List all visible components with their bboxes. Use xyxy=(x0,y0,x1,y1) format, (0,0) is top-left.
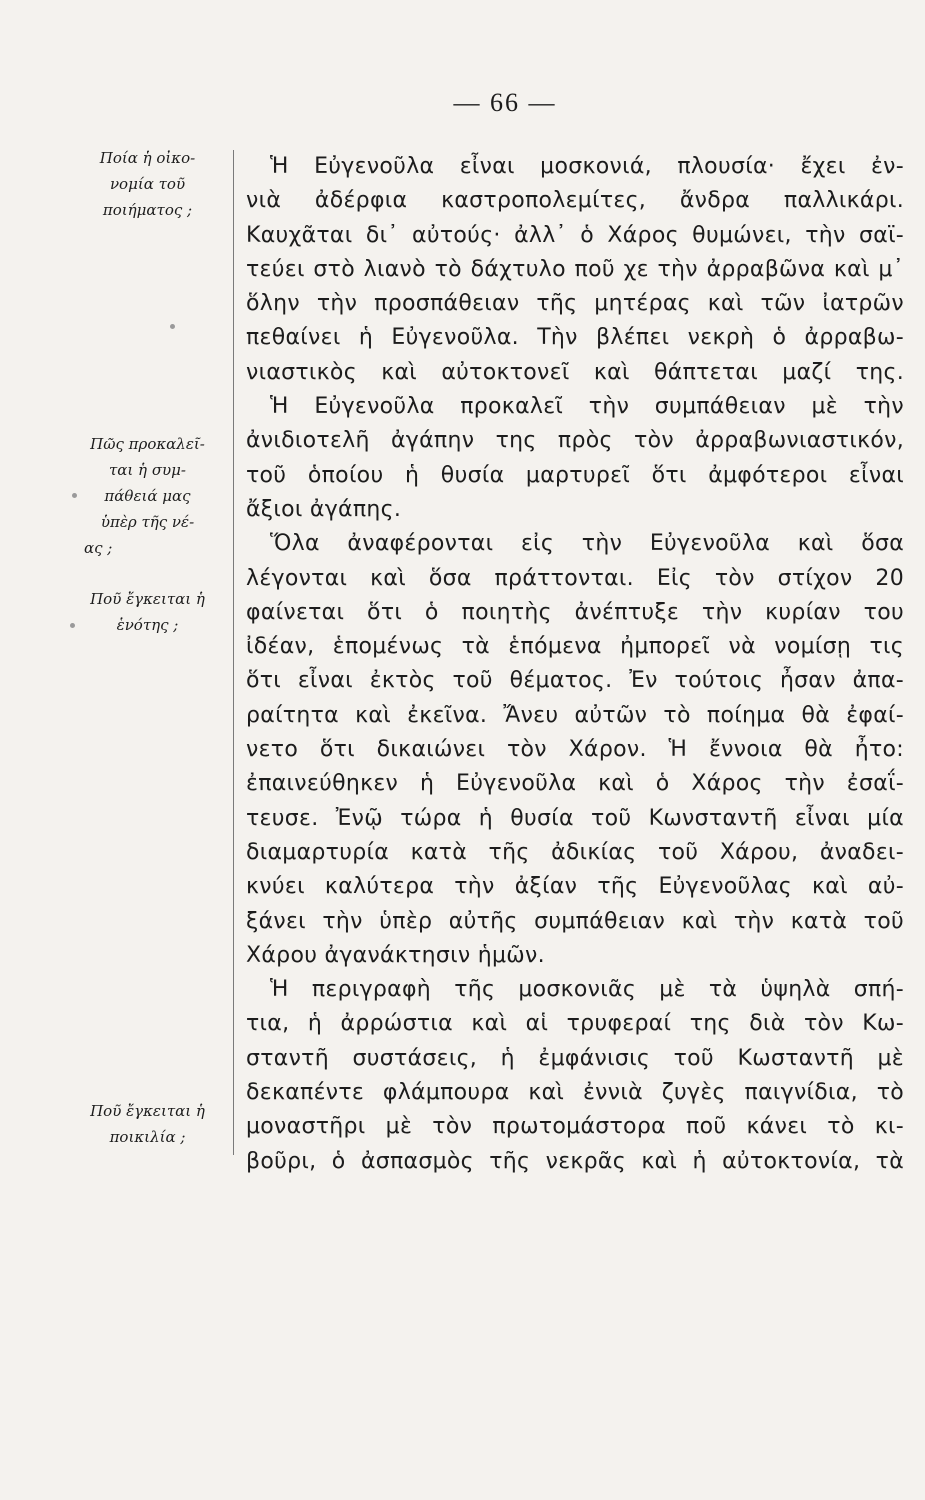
text-line: πεθαίνει ἡ Εὐγενοῦλα. Τὴν βλέπει νεκρὴ ὁ ἀρραβω- xyxy=(246,325,904,351)
margin-note-sympathy xyxy=(60,431,235,561)
paragraph-variety xyxy=(246,973,904,1179)
text-line: Καυχᾶται δι᾽ αὐτούς· ἀλλ᾽ ὁ Χάρος θυμώνει, τὴν σαϊ- xyxy=(246,222,904,248)
margin-note-line: Ποῦ ἔγκειται ἡ xyxy=(90,590,205,608)
margin-note-line: ται ἡ συμ- xyxy=(108,461,186,479)
paragraph-unity xyxy=(246,527,904,973)
margin-note-economy xyxy=(60,145,235,223)
text-line: Ἡ περιγραφὴ τῆς μοσκονιᾶς μὲ τὰ ὑψηλὰ σπή- xyxy=(270,977,904,1003)
margin-note-line: πάθειά μας xyxy=(104,487,191,505)
text-line: δεκαπέντε φλάμπουρα καὶ ἐννιὰ ζυγὲς παιγνίδια, τὸ xyxy=(246,1080,904,1106)
text-line: διαμαρτυρία κατὰ τῆς ἀδικίας τοῦ Χάρου, ἀναδει- xyxy=(246,839,904,865)
text-line: λέγονται καὶ ὅσα πράττονται. Εἰς τὸν στίχον 20 xyxy=(246,565,904,591)
text-line: ὅλην τὴν προσπάθειαν τῆς μητέρας καὶ τῶν ἰατρῶν xyxy=(246,291,904,317)
text-line: τια, ἡ ἀρρώστια καὶ αἱ τρυφεραί της διὰ τὸν Κω- xyxy=(246,1011,904,1037)
paragraph-summary xyxy=(246,150,904,390)
text-line: ὅτι εἶναι ἐκτὸς τοῦ θέματος. Ἐν τούτοις ἦσαν ἀπα- xyxy=(246,668,904,694)
main-text xyxy=(246,150,904,1179)
margin-note-line: ποιήματος ; xyxy=(102,201,193,219)
text-line: τευσε. Ἐνῷ τώρα ἡ θυσία τοῦ Κωνσταντῆ εἶναι μία xyxy=(246,805,904,831)
scan-speck xyxy=(170,324,175,329)
page-number: — 66 — xyxy=(453,88,557,117)
text-line: ἰδέαν, ἑπομένως τὰ ἑπόμενα ἠμπορεῖ νὰ νομίσῃ τις xyxy=(246,634,904,660)
text-line: νετο ὅτι δικαιώνει τὸν Χάρον. Ἡ ἔννοια θὰ ἦτο: xyxy=(246,737,904,763)
margin-note-line: ποικιλία ; xyxy=(109,1128,186,1146)
text-line: σταντῆ συστάσεις, ἡ ἐμφάνισις τοῦ Κωσταντῆ μὲ xyxy=(246,1045,904,1071)
text-line: Ὅλα ἀναφέρονται εἰς τὴν Εὐγενοῦλα καὶ ὅσα xyxy=(270,531,904,557)
text-line: ἀνιδιοτελῆ ἀγάπην της πρὸς τὸν ἀρραβωνιαστικόν, xyxy=(246,428,904,454)
margin-note-line: Ποία ἡ οἰκο- xyxy=(99,149,196,167)
paragraph-sympathy xyxy=(246,390,904,527)
margin-note-line: νομία τοῦ xyxy=(109,175,186,193)
text-line: Ἡ Εὐγενοῦλα προκαλεῖ τὴν συμπάθειαν μὲ τὴν xyxy=(270,394,904,420)
text-line: ἄξιοι ἀγάπης. xyxy=(246,496,402,522)
margin-note-line: ας ; xyxy=(84,539,113,557)
text-line: ξάνει τὴν ὑπὲρ αὐτῆς συμπάθειαν καὶ τὴν κατὰ τοῦ xyxy=(246,908,904,934)
text-line: κνύει καλύτερα τὴν ἀξίαν τῆς Εὐγενοῦλας καὶ αὐ- xyxy=(246,874,904,900)
margin-rule xyxy=(233,150,234,1155)
margin-note-unity xyxy=(60,586,235,638)
margin-note-line: Ποῦ ἔγκειται ἡ xyxy=(90,1102,205,1120)
margin-note-line: Πῶς προκαλεῖ- xyxy=(90,435,205,453)
text-line: Ἡ Εὐγενοῦλα εἶναι μοσκονιά, πλουσία· ἔχει ἐν- xyxy=(270,154,904,179)
text-line: Χάρου ἀγανάκτησιν ἡμῶν. xyxy=(246,942,545,968)
margin-note-variety xyxy=(60,1098,235,1150)
text-line: τεύει στὸ λιανὸ τὸ δάχτυλο ποῦ χε τὴν ἀρραβῶνα καὶ μ᾽ xyxy=(246,256,904,282)
scan-speck xyxy=(72,493,77,498)
scan-speck xyxy=(70,623,75,628)
text-line: τοῦ ὁποίου ἡ θυσία μαρτυρεῖ ὅτι ἀμφότεροι εἶναι xyxy=(246,462,904,488)
text-line: ραίτητα καὶ ἐκεῖνα. Ἄνευ αὐτῶν τὸ ποίημα θὰ ἐφαί- xyxy=(246,702,904,728)
text-line: μοναστῆρι μὲ τὸν πρωτομάστορα ποῦ κάνει τὸ κι- xyxy=(246,1114,904,1140)
text-line: φαίνεται ὅτι ὁ ποιητὴς ἀνέπτυξε τὴν κυρίαν του xyxy=(246,599,904,625)
margin-note-line: ὑπὲρ τῆς νέ- xyxy=(100,513,195,531)
text-line: νιαστικὸς καὶ αὐτοκτονεῖ καὶ θάπτεται μαζί της. xyxy=(246,359,904,385)
margin-note-line: ἑνότης ; xyxy=(116,616,179,634)
text-line: νιὰ ἀδέρφια καστροπολεμίτες, ἄνδρα παλλικάρι. xyxy=(246,188,904,214)
text-line: βοῦρι, ὁ ἀσπασμὸς τῆς νεκρᾶς καὶ ἡ αὐτοκτονία, τὰ xyxy=(246,1148,904,1174)
text-line: ἐπαινεύθηκεν ἡ Εὐγενοῦλα καὶ ὁ Χάρος τὴν ἐσαΐ- xyxy=(246,771,904,797)
